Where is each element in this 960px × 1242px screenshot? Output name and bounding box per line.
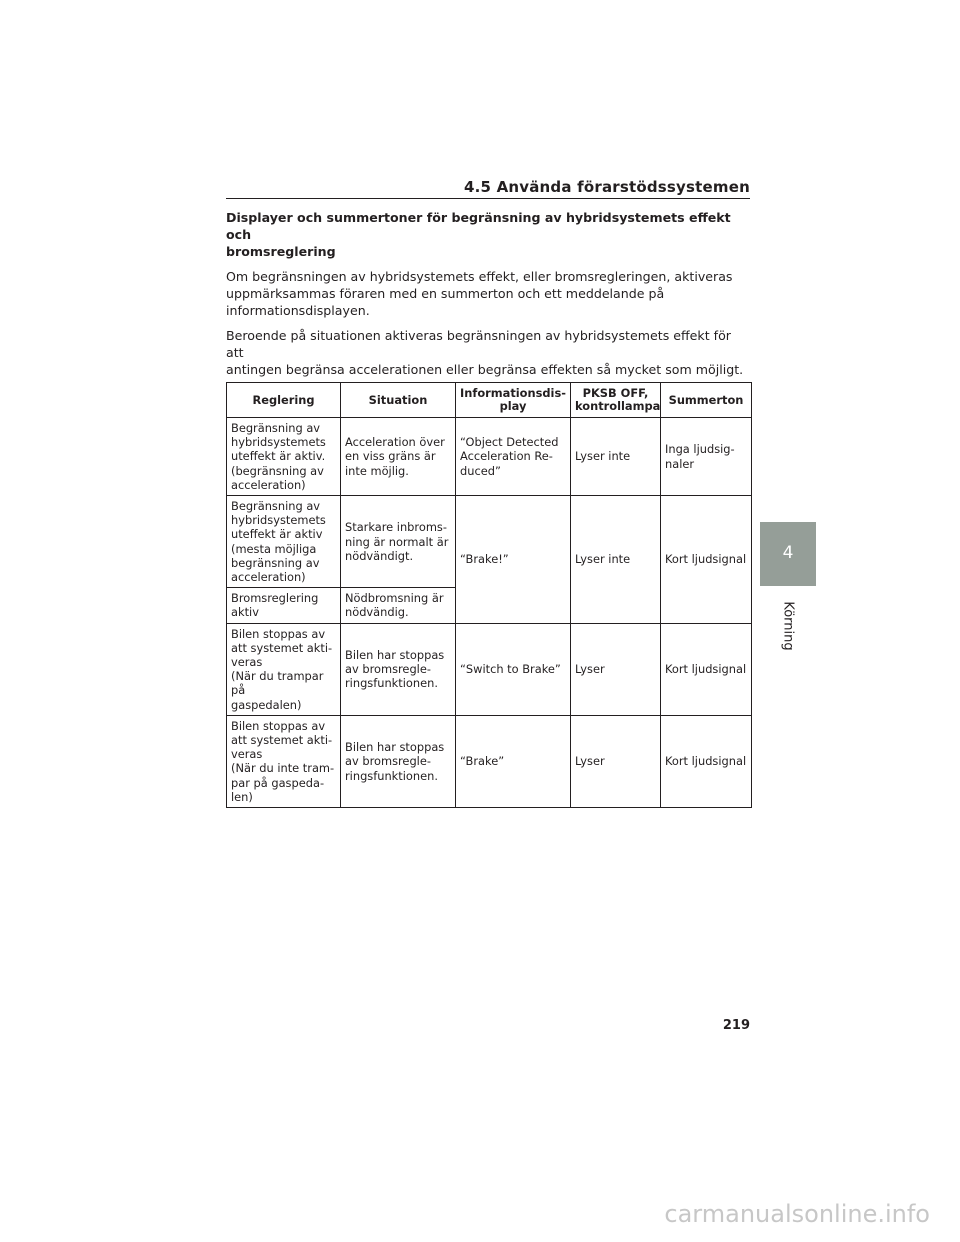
cell-line: Begränsning av xyxy=(231,499,321,514)
cell-line: Kort ljudsignal xyxy=(665,662,747,677)
cell-display xyxy=(456,496,571,624)
cell-line: “Brake!” xyxy=(460,552,509,567)
cell-line: acceleration) xyxy=(231,477,306,492)
table-row xyxy=(227,715,752,807)
cell-line: Bilen har stoppas xyxy=(345,647,445,662)
cell-line: nödvändig. xyxy=(345,605,409,620)
cell-line: ringsfunktionen. xyxy=(345,676,438,691)
cell-line: “Object Detected xyxy=(460,435,559,450)
cell-line: duced” xyxy=(460,463,501,478)
cell-line: hybridsystemets xyxy=(231,513,326,528)
header-reglering xyxy=(227,383,341,418)
chapter-label-text: Körning xyxy=(780,601,796,651)
cell-situation xyxy=(341,496,456,588)
heading-line: bromsreglering xyxy=(226,244,336,259)
cell-line: Bilen stoppas av xyxy=(231,718,326,733)
section-heading xyxy=(226,209,750,260)
cell-situation xyxy=(341,715,456,807)
section-header-title: 4.5 Använda förarstödssystemen xyxy=(463,178,750,196)
cell-line: Kort ljudsignal xyxy=(665,754,747,769)
cell-lamp xyxy=(571,418,661,496)
header-lamp xyxy=(571,383,661,418)
cell-situation xyxy=(341,418,456,496)
cell-line: att systemet akti- xyxy=(231,640,333,655)
page-content xyxy=(226,209,750,808)
cell-line: Begränsning av xyxy=(231,421,321,435)
cell-line: Acceleration över xyxy=(345,435,445,450)
page-number: 219 xyxy=(722,1018,750,1033)
table-row xyxy=(227,496,752,588)
header-divider xyxy=(226,198,750,199)
cell-line: (När du inte tram- xyxy=(231,761,335,776)
regulation-table xyxy=(226,382,752,808)
cell-lamp xyxy=(571,623,661,715)
cell-line: Kort ljudsignal xyxy=(665,552,747,567)
cell-reglering xyxy=(227,623,341,715)
cell-line: Starkare inbroms- xyxy=(345,520,447,535)
table-header-row xyxy=(227,383,752,418)
cell-line: att systemet akti- xyxy=(231,733,333,748)
paragraph-situation xyxy=(226,327,750,378)
paragraph-intro xyxy=(226,268,750,319)
cell-line: Nödbromsning är xyxy=(345,591,444,606)
table-row xyxy=(227,623,752,715)
cell-line: av bromsregle- xyxy=(345,662,431,677)
cell-reglering xyxy=(227,418,341,496)
cell-display xyxy=(456,715,571,807)
cell-situation xyxy=(341,623,456,715)
cell-display xyxy=(456,418,571,496)
cell-line: ning är normalt är xyxy=(345,534,449,549)
cell-line: veras xyxy=(231,655,263,670)
cell-line: Bilen har stoppas xyxy=(345,740,445,755)
cell-line: (mesta möjliga xyxy=(231,541,317,556)
header-text: Situation xyxy=(368,392,428,407)
cell-line: nödvändigt. xyxy=(345,548,414,563)
cell-line: uteffekt är aktiv. xyxy=(231,449,326,464)
header-text: PKSB OFF, xyxy=(582,386,649,400)
text-line: Om begränsningen av hybridsystemets effekt, eller bromsregleringen, aktiveras xyxy=(226,269,733,284)
header-buzzer xyxy=(661,383,752,418)
cell-buzzer xyxy=(661,623,752,715)
cell-line: “Switch to Brake” xyxy=(460,662,561,677)
cell-reglering xyxy=(227,715,341,807)
cell-reglering xyxy=(227,588,341,623)
cell-line: naler xyxy=(665,456,695,471)
text-line: antingen begränsa accelerationen eller begränsa effekten så mycket som möjligt. xyxy=(226,362,744,377)
cell-line: en viss gräns är xyxy=(345,449,436,464)
cell-lamp xyxy=(571,496,661,624)
cell-line: par på gaspeda- xyxy=(231,775,325,790)
cell-lamp xyxy=(571,715,661,807)
text-line: Beroende på situationen aktiveras begränsningen av hybridsystemets effekt för att xyxy=(226,328,731,360)
watermark: carmanualsonline.info xyxy=(664,1200,930,1228)
header-text: Reglering xyxy=(252,392,315,407)
header-text: Informationsdis- xyxy=(460,386,566,400)
cell-reglering xyxy=(227,496,341,588)
cell-line: Lyser xyxy=(575,662,605,677)
cell-line: Lyser inte xyxy=(575,552,631,567)
cell-line: Bilen stoppas av xyxy=(231,626,326,641)
cell-line: len) xyxy=(231,789,253,804)
cell-line: Bromsreglering xyxy=(231,591,319,606)
cell-buzzer xyxy=(661,418,752,496)
table-row xyxy=(227,418,752,496)
cell-buzzer xyxy=(661,715,752,807)
chapter-label xyxy=(780,596,796,656)
text-line: uppmärksammas föraren med en summerton och ett meddelande på xyxy=(226,286,665,301)
header-text: kontrollampa xyxy=(575,399,661,413)
cell-line: begränsning av xyxy=(231,555,320,570)
cell-line: Inga ljudsig- xyxy=(665,442,735,457)
cell-line: aktiv xyxy=(231,605,259,620)
cell-line: veras xyxy=(231,747,263,762)
header-text: play xyxy=(499,399,527,413)
cell-line: av bromsregle- xyxy=(345,754,431,769)
cell-line: “Brake” xyxy=(460,754,505,769)
text-line: informationsdisplayen. xyxy=(226,303,370,318)
cell-line: inte möjlig. xyxy=(345,463,409,478)
cell-line: ringsfunktionen. xyxy=(345,768,438,783)
cell-line: (När du trampar på xyxy=(231,669,324,698)
cell-situation xyxy=(341,588,456,623)
cell-line: acceleration) xyxy=(231,570,306,585)
header-display xyxy=(456,383,571,418)
cell-line: Acceleration Re- xyxy=(460,449,553,464)
cell-line: Lyser inte xyxy=(575,449,631,464)
cell-line: hybridsystemets xyxy=(231,435,326,450)
cell-display xyxy=(456,623,571,715)
cell-line: Lyser xyxy=(575,754,605,769)
cell-line: uteffekt är aktiv xyxy=(231,527,323,542)
cell-line: gaspedalen) xyxy=(231,697,302,712)
header-text: Summerton xyxy=(668,392,744,407)
cell-line: (begränsning av xyxy=(231,463,324,478)
heading-line: Displayer och summertoner för begränsning av hybridsystemets effekt och xyxy=(226,210,731,242)
header-situation xyxy=(341,383,456,418)
chapter-tab xyxy=(760,522,816,586)
chapter-number: 4 xyxy=(782,543,794,563)
cell-buzzer xyxy=(661,496,752,624)
